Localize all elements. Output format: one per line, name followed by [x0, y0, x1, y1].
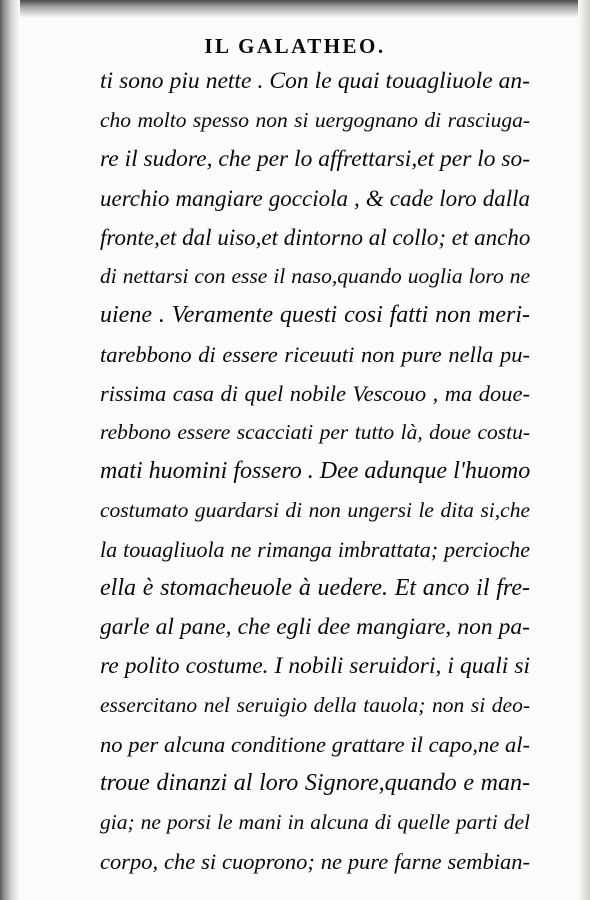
- text-line: garle al pane, che egli dee mangiare, non pa-: [100, 614, 530, 640]
- running-head: IL GALATHEO.: [204, 34, 386, 58]
- text-line: costumato guardarsi di non ungersi le dita si,che: [100, 498, 530, 522]
- text-line: re polito costume. I nobili seruidori, i quali si: [100, 653, 530, 679]
- text-line: no per alcuna conditione grattare il capo,ne al-: [100, 732, 530, 757]
- text-line: ti sono piu nette . Con le quai touagliuole an-: [100, 68, 530, 94]
- text-line: gia; ne porsi le mani in alcuna di quelle parti del: [100, 810, 530, 834]
- text-line: cho molto spesso non si uergognano di rasciuga-: [100, 108, 530, 132]
- text-line: uiene . Veramente questi cosi fatti non meri-: [100, 302, 530, 328]
- text-line: mati huomini fossero . Dee adunque l'huomo: [100, 458, 530, 484]
- text-line: rissima casa di quel nobile Vescouo , ma doue-: [100, 381, 530, 406]
- text-line: uerchio mangiare gocciola , & cade loro dalla: [100, 186, 530, 211]
- text-line: rebbono essere scacciati per tutto là, doue costu-: [100, 420, 530, 444]
- text-line: essercitano nel seruigio della tauola; non si deo-: [100, 693, 530, 717]
- text-line: fronte,et dal uiso,et dintorno al collo; et ancho: [100, 225, 530, 250]
- text-line: re il sudore, che per lo affrettarsi,et per lo so-: [100, 146, 530, 172]
- scan-edge-right: [578, 0, 590, 900]
- text-line: tarebbono di essere riceuuti non pure nella pu-: [100, 342, 530, 367]
- scan-edge-top: [0, 0, 590, 18]
- text-line: ella è stomacheuole à uedere. Et anco il fre-: [100, 575, 530, 601]
- text-line: di nettarsi con esse il naso,quando uoglia loro ne: [100, 264, 530, 288]
- scan-edge-left: [0, 0, 20, 900]
- text-line: la touagliuola ne rimanga imbrattata; percioche: [100, 537, 530, 562]
- text-line: corpo, che si cuoprono; ne pure farne sembian-: [100, 849, 530, 874]
- text-line: troue dinanzi al loro Signore,quando e man-: [100, 770, 530, 796]
- body-text: [100, 62, 530, 881]
